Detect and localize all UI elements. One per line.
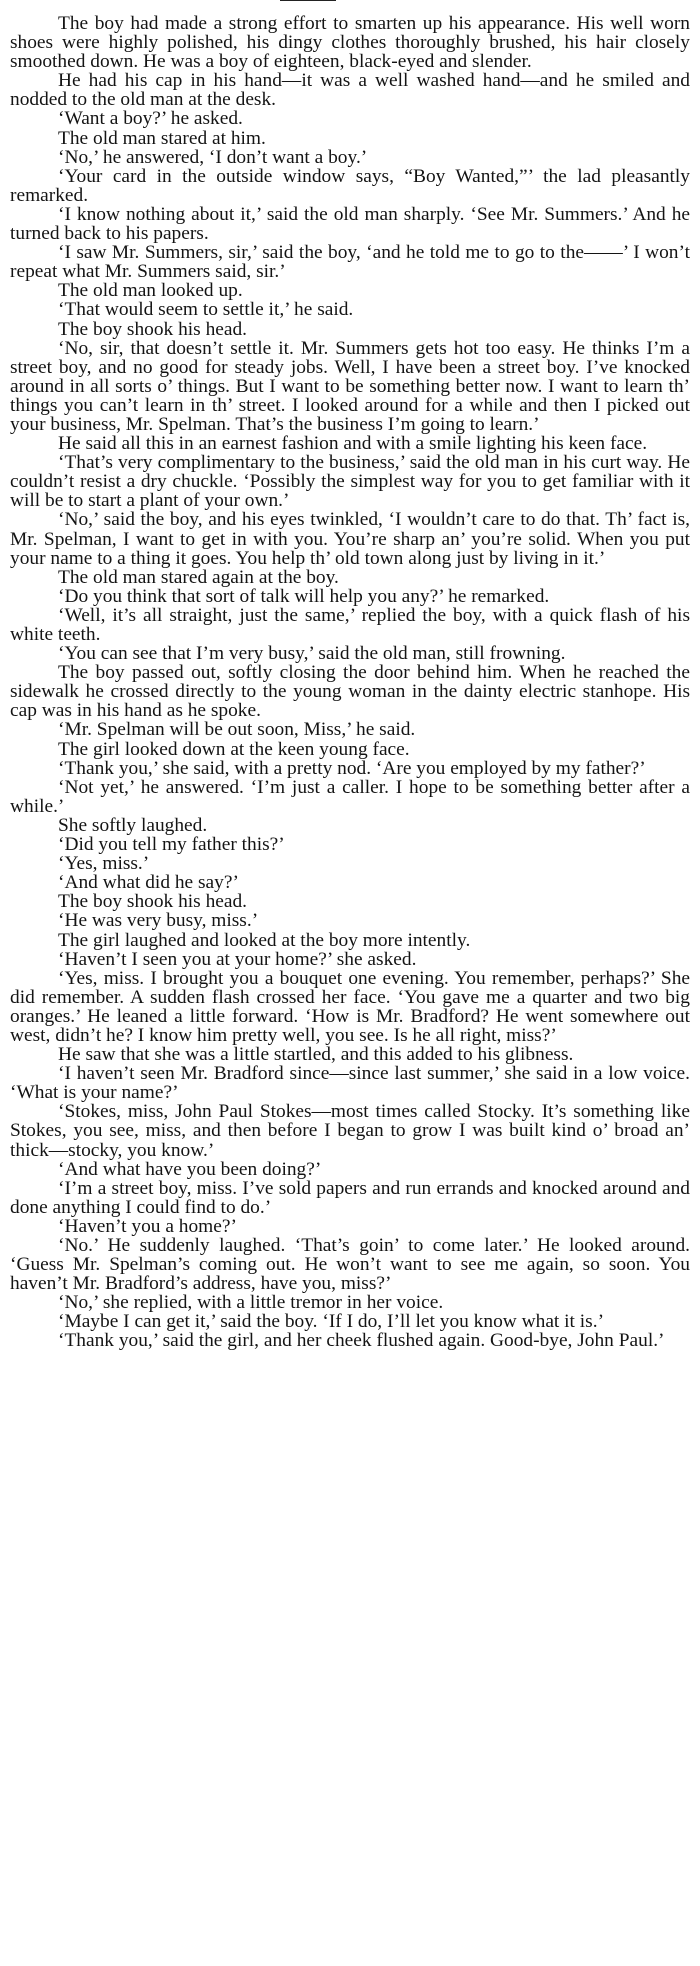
paragraph: ‘You can see that I’m very busy,’ said the old man, still frowning. — [58, 643, 566, 665]
paragraph: ‘Your card in the outside window says, “Boy Wanted,”’ the lad pleasantly remarked. — [10, 165, 690, 206]
paragraph: ‘No,’ said the boy, and his eyes twinkled, ‘I wouldn’t care to do that. Th’ fact is, Mr. Spelman, I want to get in with you. You’re sharp an’ you’re solid. When you put your name to a thing it goes. You help th’ old town along just by living in it.’ — [10, 509, 690, 569]
paragraph: ‘No, sir, that doesn’t settle it. Mr. Summers gets hot too easy. He thinks I’m a street boy, and no good for steady jobs. Well, I have been a street boy. I’ve knocked around in all sorts o’ things. But I want to be something better now. I want to learn th’ things you can’t learn in th’ street. I looked around for a while and then I picked out your business, Mr. Spelman. That’s the business I’m going to learn.’ — [10, 337, 690, 435]
paragraph: The girl laughed and looked at the boy more intently. — [58, 929, 471, 951]
paragraph: ‘Thank you,’ she said, with a pretty nod. ‘Are you employed by my father?’ — [58, 757, 646, 779]
paragraph: The boy shook his head. — [58, 891, 248, 913]
paragraph: He said all this in an earnest fashion and with a smile lighting his keen face. — [58, 433, 648, 455]
column-top-rule — [280, 0, 336, 1]
paragraph: The old man stared at him. — [58, 127, 266, 149]
paragraph: ‘Do you think that sort of talk will help you any?’ he remarked. — [58, 585, 550, 607]
paragraph: ‘Haven’t you a home?’ — [58, 1215, 237, 1237]
paragraph: ‘That would seem to settle it,’ he said. — [58, 299, 354, 321]
paragraph: ‘No.’ He suddenly laughed. ‘That’s goin’ to come later.’ He looked around. ‘Guess Mr. Spelman’s coming out. He won’t want to see me again, so soon. You haven’t Mr. Bradford’s address, have you, miss?’ — [10, 1235, 690, 1295]
paragraph: ‘Yes, miss.’ — [58, 853, 150, 875]
paragraph: ‘No,’ he answered, ‘I don’t want a boy.’ — [58, 146, 368, 168]
paragraph: ‘That’s very complimentary to the business,’ said the old man in his curt way. He couldn’t resist a dry chuckle. ‘Possibly the simplest way for you to get familiar with it will be to start a plant of your own.’ — [10, 452, 690, 512]
paragraph: ‘He was very busy, miss.’ — [58, 910, 259, 932]
paragraph: The old man stared again at the boy. — [58, 566, 339, 588]
paragraph: He had his cap in his hand—it was a well washed hand—and he smiled and nodded to the old man at the desk. — [10, 70, 690, 111]
paragraph: ‘No,’ she replied, with a little tremor in her voice. — [58, 1292, 444, 1314]
paragraph: He saw that she was a little startled, and this added to his glibness. — [58, 1044, 574, 1066]
paragraph: ‘And what have you been doing?’ — [58, 1158, 322, 1180]
paragraph: ‘I know nothing about it,’ said the old man sharply. ‘See Mr. Summers.’ And he turned back to his papers. — [10, 203, 690, 245]
paragraph: ‘Maybe I can get it,’ said the boy. ‘If I do, I’ll let you know what it is.’ — [58, 1311, 605, 1333]
paragraph: ‘Haven’t I seen you at your home?’ she asked. — [58, 948, 417, 970]
paragraph: ‘And what did he say?’ — [58, 872, 239, 894]
paragraph: ‘Want a boy?’ he asked. — [58, 108, 243, 130]
paragraph: ‘Well, it’s all straight, just the same,’ replied the boy, with a quick flash of his white teeth. — [10, 604, 690, 645]
paragraph: She softly laughed. — [58, 814, 208, 836]
paragraph: ‘Stokes, miss, John Paul Stokes—most times called Stocky. It’s something like Stokes, you see, miss, and then before I began to grow I was built kind o’ broad an’ thick—stocky, you know.’ — [10, 1101, 690, 1161]
paragraph: ‘I haven’t seen Mr. Bradford since—since last summer,’ she said in a low voice. ‘What is your name?’ — [10, 1063, 690, 1104]
paragraph: ‘I’m a street boy, miss. I’ve sold papers and run errands and knocked around and done anything I could find to do.’ — [10, 1177, 690, 1218]
paragraph: The old man looked up. — [58, 280, 243, 302]
paragraph: ‘I saw Mr. Summers, sir,’ said the boy, ‘and he told me to go to the——’ I won’t repeat what Mr. Summers said, sir.’ — [10, 242, 690, 283]
paragraph: The boy had made a strong effort to smarten up his appearance. His well worn shoes were highly polished, his dingy clothes thoroughly brushed, his hair closely smoothed down. He was a boy of eighteen, black-eyed and slender. — [10, 13, 690, 73]
paragraph: ‘Mr. Spelman will be out soon, Miss,’ he said. — [58, 719, 416, 741]
paragraph: The boy shook his head. — [58, 318, 248, 340]
story-text — [10, 14, 690, 1351]
paragraph: ‘Yes, miss. I brought you a bouquet one evening. You remember, perhaps?’ She did remember. A sudden flash crossed her face. ‘You gave me a quarter and two big oranges.’ He leaned a little forward. ‘How is Mr. Bradford? He went somewhere out west, didn’t he? I know him pretty well, you see. Is he all right, miss?’ — [10, 967, 690, 1046]
paragraph: ‘Did you tell my father this?’ — [58, 834, 285, 856]
paragraph: ‘Not yet,’ he answered. ‘I’m just a caller. I hope to be something better after a while.’ — [10, 776, 690, 817]
paragraph: ‘Thank you,’ said the girl, and her cheek flushed again. Good-bye, John Paul.’ — [58, 1330, 665, 1352]
paragraph: The girl looked down at the keen young face. — [58, 738, 410, 760]
paragraph: The boy passed out, softly closing the door behind him. When he reached the sidewalk he crossed directly to the young woman in the dainty electric stanhope. His cap was in his hand as he spoke. — [10, 662, 690, 722]
